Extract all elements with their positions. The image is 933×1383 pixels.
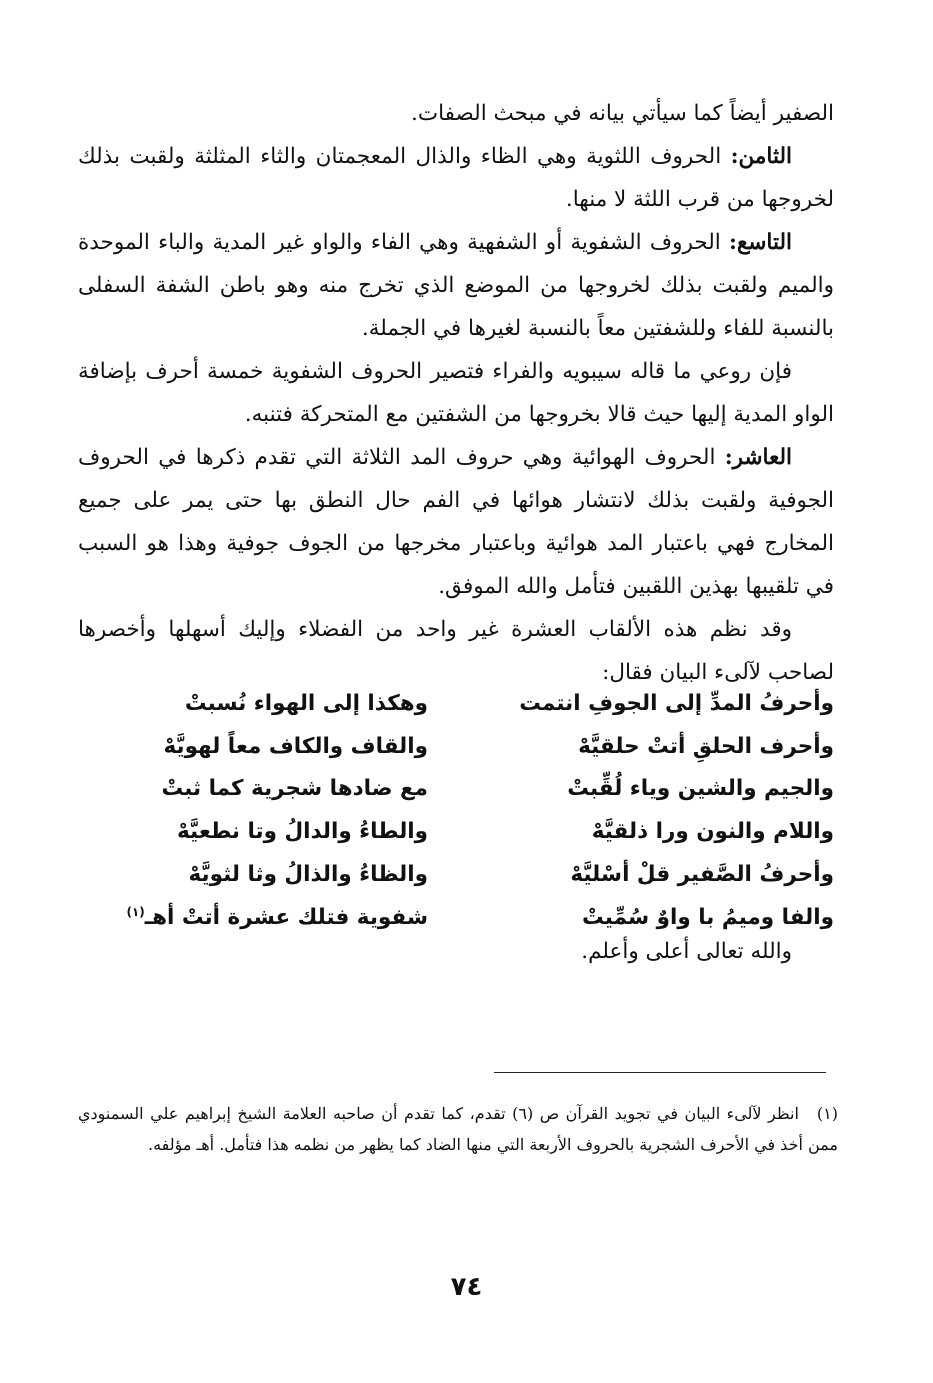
footnote-divider: [494, 1072, 826, 1073]
paragraph-text: وقد نظم هذه الألقاب العشرة غير واحد من الفضلاء وإليك أسهلها وأخصرها لصاحب لآلىء البيان فقال:: [78, 617, 834, 685]
page-number: ٧٤: [450, 1272, 483, 1302]
poem: [78, 682, 834, 939]
verse-second-hemistich: والطاءُ والدالُ وتا نطعيَّهْ: [177, 819, 428, 845]
footnote: [78, 1098, 838, 1160]
paragraph-text: الحروف اللثوية وهي الظاء والذال المعجمتان والثاء المثلثة ولقبت بذلك لخروجها من قرب اللثة لا منها.: [78, 144, 834, 212]
verse-first-hemistich: وأحرف الحلقِ أتتْ حلقيَّهْ: [578, 733, 834, 759]
poem-verse: [78, 725, 834, 768]
paragraph-text: الحروف الشفوية أو الشفهية وهي الفاء والواو غير المدية والباء الموحدة والميم ولقبت بذلك لخروجها من الموضع الذي تخرج منه وهو باطن الشفة السفلى بالنسبة للفاء وللشفتين معاً بالنسبة لغيرها في الجملة.: [78, 230, 834, 341]
paragraph-text: الصفير أيضاً كما سيأتي بيانه في مبحث الصفات.: [411, 101, 834, 126]
verse-first-hemistich: وأحرفُ الصَّفير قلْ أسْليَّهْ: [570, 862, 834, 888]
verse-first-hemistich: وأحرفُ المدِّ إلى الجوفِ انتمت: [519, 690, 834, 716]
main-text: [78, 92, 834, 694]
verse-first-hemistich: والجيم والشين وياء لُقِّبتْ: [567, 776, 834, 802]
verse-first-hemistich: والفا وميمُ با واوٌ سُمِّيتْ: [582, 904, 834, 930]
paragraph-text: الحروف الهوائية وهي حروف المد الثلاثة التي تقدم ذكرها في الحروف الجوفية ولقبت بذلك لانتشار هوائها في الفم حال النطق بها حتى يمر على جميع المخارج فهي باعتبار المد هوائية وباعتبار مخرجها من الجوف جوفية وهذا هو السبب في تلقيبها بهذين اللقبين فتأمل والله الموفق.: [78, 445, 834, 599]
footnote-number: (١): [816, 1104, 838, 1123]
poem-verse: [78, 682, 834, 725]
verse-text: شفوية فتلك عشرة أتتْ أهـ: [144, 904, 428, 930]
paragraph-2: [78, 135, 834, 221]
paragraph-heading: الثامن:: [730, 144, 792, 169]
verse-second-hemistich: مع ضادها شجرية كما ثبتْ: [161, 776, 428, 802]
closing-line: والله تعالى أعلى وأعلم.: [581, 939, 792, 964]
verse-second-hemistich: والظاءُ والذالُ وثا لثويَّهْ: [188, 862, 428, 888]
verse-first-hemistich: واللام والنون ورا ذلقيَّهْ: [591, 819, 834, 845]
verse-second-hemistich: [78, 905, 428, 930]
poem-verse: [78, 810, 834, 853]
verse-second-hemistich: وهكذا إلى الهواء نُسبتْ: [184, 690, 428, 716]
paragraph-heading: التاسع:: [729, 230, 792, 255]
footnote-text: انظر لآلىء البيان في تجويد القرآن ص (٦) تقدم، كما تقدم أن صاحبه العلامة الشيخ إبراهيم علي السمنودي ممن أخذ في الأحرف الشجرية بالحروف الأربعة التي منها الضاد كما يظهر من نظمه هذا فتأمل. أهـ مؤلفه.: [78, 1104, 838, 1154]
poem-verse: [78, 768, 834, 811]
paragraph-1: [78, 92, 834, 135]
paragraph-4: [78, 350, 834, 436]
paragraph-text: فإن روعي ما قاله سيبويه والفراء فتصير الحروف الشفوية خمسة أحرف بإضافة الواو المدية إليها حيث قالا بخروجها من الشفتين مع المتحركة فتنبه.: [78, 359, 834, 427]
paragraph-3: [78, 221, 834, 350]
verse-second-hemistich: والقاف والكاف معاً لهويَّهْ: [163, 733, 428, 759]
paragraph-heading: العاشر:: [724, 445, 792, 470]
footnote-reference[interactable]: (١): [126, 904, 145, 919]
paragraph-5: [78, 436, 834, 608]
poem-verse: [78, 853, 834, 896]
